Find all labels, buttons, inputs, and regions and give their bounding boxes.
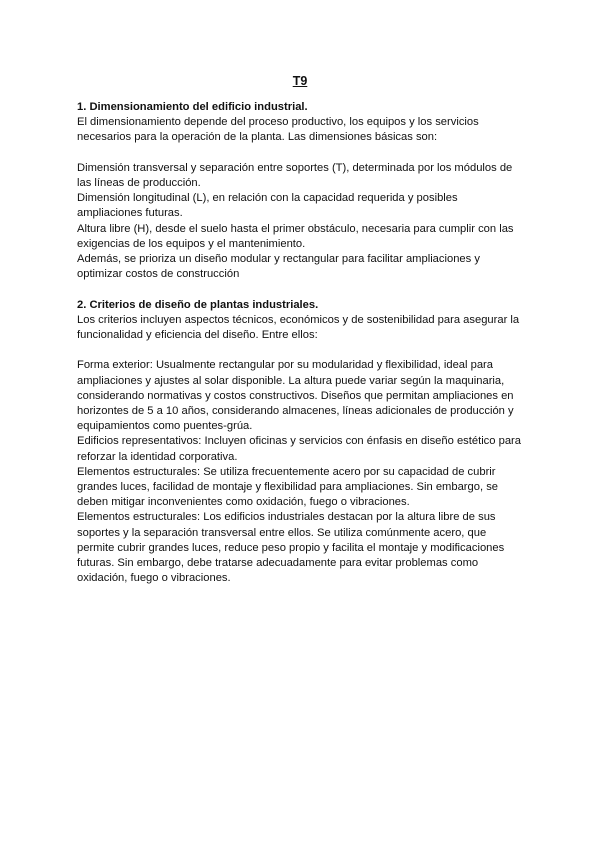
document-body: [77, 100, 525, 586]
section-2-item: Forma exterior: Usualmente rectangular por su modularidad y flexibilidad, ideal para ampliaciones y ajustes al solar disponible. La altura puede variar según la maquinaria, considerando normativas y costos constructivos. Diseños que permitan ampliaciones en horizontes de 5 a 10 años, considerando almacenes, líneas adicionales de producción y equipamientos como puentes-grúa.: [77, 359, 514, 433]
section-2-item: Elementos estructurales: Se utiliza frecuentemente acero por su capacidad de cubrir grandes luces, facilidad de montaje y flexibilidad para ampliaciones. Sin embargo, se deben mitigar inconvenientes como oxidación, fuego o vibraciones.: [77, 465, 499, 509]
spacer: [77, 282, 525, 297]
section-2-item: Elementos estructurales: Los edificios industriales destacan por la altura libre de sus soportes y la separación transversal entre ellos. Se utiliza comúnmente acero, que permite cubrir grandes luces, reduce peso propio y facilita el montaje y modificaciones futuras. Sin embargo, debe tratarse adecuadamente para evitar problemas como oxidación, fuego o vibraciones.: [77, 511, 505, 585]
section-1-heading: 1. Dimensionamiento del edificio industrial.: [77, 101, 308, 113]
section-1-item: Dimensión transversal y separación entre soportes (T), determinada por los módulos de las líneas de producción.: [77, 161, 513, 189]
spacer: [77, 146, 525, 161]
section-1-item: Altura libre (H), desde el suelo hasta el primer obstáculo, necesaria para cumplir con las exigencias de los equipos y el mantenimiento.: [77, 222, 514, 250]
document-title: T9: [292, 74, 308, 88]
section-2-item: Edificios representativos: Incluyen oficinas y servicios con énfasis en diseño estético para reforzar la identidad corporativa.: [77, 435, 521, 463]
section-1-item: Además, se prioriza un diseño modular y rectangular para facilitar ampliaciones y optimizar costos de construcción: [77, 253, 480, 281]
section-1-item: Dimensión longitudinal (L), en relación con la capacidad requerida y posibles ampliaciones futuras.: [77, 192, 458, 220]
section-2-intro: Los criterios incluyen aspectos técnicos, económicos y de sostenibilidad para asegurar la funcionalidad y eficiencia del diseño. Entre ellos:: [77, 313, 520, 342]
section-2-heading: 2. Criterios de diseño de plantas industriales.: [77, 298, 319, 311]
spacer: [77, 343, 525, 358]
section-1-intro: El dimensionamiento depende del proceso productivo, los equipos y los servicios necesarios para la operación de la planta. Las dimensiones básicas son:: [77, 116, 479, 144]
